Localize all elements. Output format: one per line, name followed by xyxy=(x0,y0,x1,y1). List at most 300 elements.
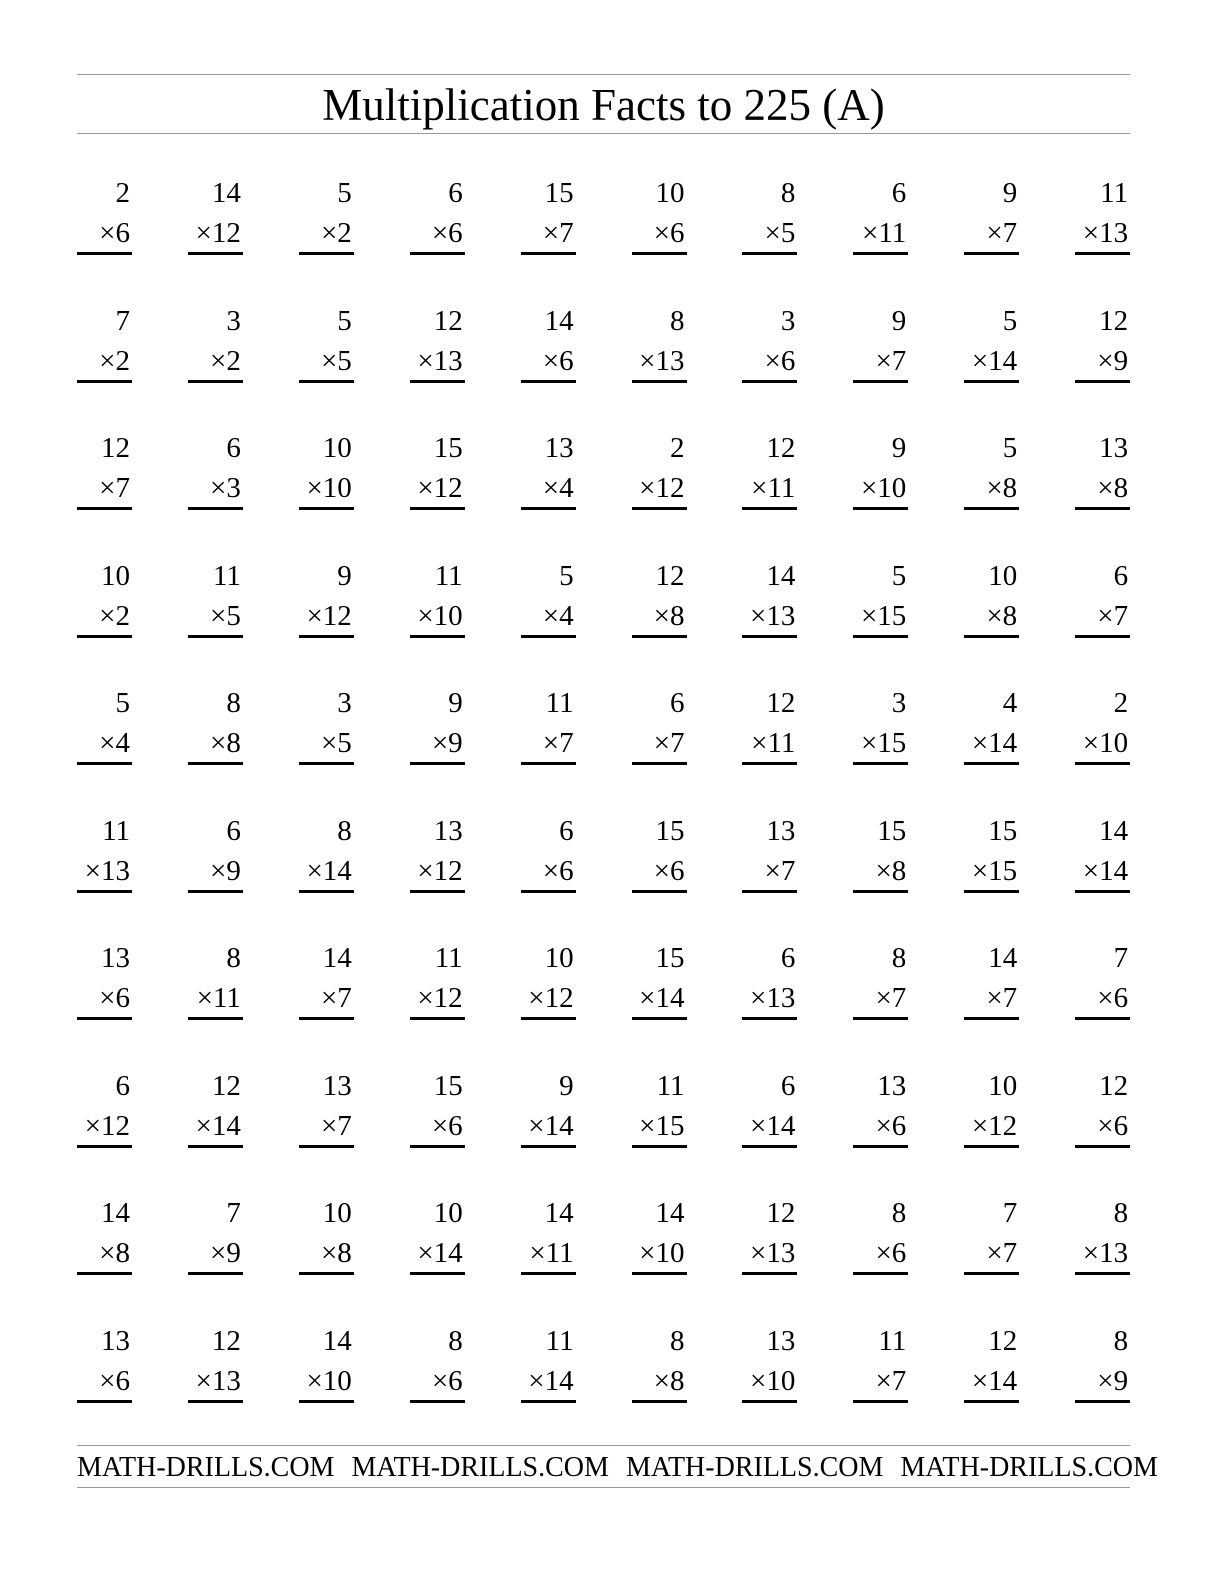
multiplier: ×4 xyxy=(99,727,130,759)
multiplication-problem xyxy=(853,938,908,1022)
answer-line xyxy=(964,635,1019,638)
multiplication-problem xyxy=(77,556,132,640)
multiplication-problem xyxy=(853,1193,908,1277)
multiplier: ×7 xyxy=(986,217,1018,249)
multiplier: ×7 xyxy=(320,982,352,1014)
multiplicand: 6 xyxy=(780,1069,796,1102)
multiplier: ×2 xyxy=(320,217,352,249)
multiplication-problem xyxy=(299,556,354,640)
answer-line xyxy=(410,507,465,510)
multiplication-problem xyxy=(1075,1321,1130,1405)
answer-line xyxy=(1075,762,1130,765)
multiplication-problem xyxy=(1075,938,1130,1022)
multiplier: ×12 xyxy=(417,854,463,887)
answer-line xyxy=(742,507,797,510)
answer-line xyxy=(77,1272,132,1275)
multiplier: ×6 xyxy=(99,982,130,1014)
answer-line xyxy=(77,252,132,255)
multiplicand: 9 xyxy=(337,559,352,592)
multiplier: ×2 xyxy=(210,344,241,377)
multiplicand: 12 xyxy=(655,559,685,592)
multiplier: ×8 xyxy=(653,599,685,632)
multiplication-problem xyxy=(632,173,687,257)
multiplication-problem xyxy=(188,1321,243,1405)
answer-line xyxy=(964,1400,1019,1403)
multiplier: ×2 xyxy=(99,599,130,632)
multiplicand: 9 xyxy=(891,432,907,464)
multiplicand: 14 xyxy=(322,942,352,974)
answer-line xyxy=(521,635,576,638)
answer-line xyxy=(742,762,797,765)
multiplicand: 10 xyxy=(544,942,574,974)
multiplier: ×6 xyxy=(1097,1109,1129,1142)
multiplicand: 6 xyxy=(115,1069,130,1102)
multiplicand: 15 xyxy=(433,432,463,464)
multiplicand: 12 xyxy=(1099,1069,1129,1102)
multiplication-problem xyxy=(299,428,354,512)
answer-line xyxy=(853,507,908,510)
multiplication-problem xyxy=(299,173,354,257)
multiplicand: 14 xyxy=(766,559,796,592)
multiplication-problem xyxy=(742,173,797,257)
answer-line xyxy=(299,890,354,893)
multiplicand: 11 xyxy=(1100,177,1129,209)
answer-line xyxy=(742,1272,797,1275)
answer-line xyxy=(521,380,576,383)
answer-line xyxy=(410,252,465,255)
problem-row xyxy=(77,938,1130,1028)
multiplier: ×6 xyxy=(431,1109,463,1142)
answer-line xyxy=(188,1272,243,1275)
multiplicand: 5 xyxy=(1002,304,1018,337)
answer-line xyxy=(299,380,354,383)
problem-row xyxy=(77,811,1130,901)
multiplicand: 6 xyxy=(226,432,241,464)
multiplication-problem xyxy=(77,1321,132,1405)
multiplicand: 9 xyxy=(559,1069,574,1102)
answer-line xyxy=(964,762,1019,765)
answer-line xyxy=(77,1017,132,1020)
problem-row xyxy=(77,173,1130,263)
multiplication-problem xyxy=(1075,811,1130,895)
answer-line xyxy=(632,635,687,638)
answer-line xyxy=(1075,507,1130,510)
answer-line xyxy=(853,635,908,638)
answer-line xyxy=(299,635,354,638)
multiplier: ×10 xyxy=(860,472,907,504)
answer-line xyxy=(853,252,908,255)
multiplier: ×7 xyxy=(653,727,685,759)
multiplication-problem xyxy=(299,683,354,767)
multiplication-problem xyxy=(964,301,1019,385)
multiplicand: 12 xyxy=(1099,304,1129,337)
multiplication-problem xyxy=(188,301,243,385)
multiplicand: 14 xyxy=(211,177,241,209)
multiplicand: 11 xyxy=(434,942,463,974)
answer-line xyxy=(299,252,354,255)
multiplier: ×7 xyxy=(875,344,907,377)
multiplier: ×6 xyxy=(653,217,685,249)
answer-line xyxy=(77,890,132,893)
multiplicand: 8 xyxy=(1113,1324,1129,1357)
multiplier: ×14 xyxy=(971,727,1018,759)
answer-line xyxy=(632,507,687,510)
multiplier: ×11 xyxy=(529,1237,574,1269)
multiplication-problem xyxy=(521,811,576,895)
multiplier: ×14 xyxy=(750,1109,796,1142)
multiplier: ×6 xyxy=(99,217,130,249)
multiplicand: 8 xyxy=(226,942,241,974)
multiplicand: 3 xyxy=(337,687,352,719)
multiplication-problem xyxy=(742,301,797,385)
multiplication-problem xyxy=(521,938,576,1022)
answer-line xyxy=(853,1272,908,1275)
multiplicand: 2 xyxy=(1113,687,1129,719)
answer-line xyxy=(964,380,1019,383)
answer-line xyxy=(632,1272,687,1275)
multiplier: ×10 xyxy=(750,1364,796,1397)
multiplicand: 6 xyxy=(891,177,907,209)
answer-line xyxy=(299,762,354,765)
multiplicand: 8 xyxy=(448,1324,463,1357)
multiplicand: 12 xyxy=(766,1197,796,1229)
multiplicand: 10 xyxy=(988,559,1018,592)
multiplication-problem xyxy=(632,1321,687,1405)
multiplicand: 8 xyxy=(1113,1197,1129,1229)
multiplier: ×14 xyxy=(1082,854,1129,887)
multiplication-problem xyxy=(964,1193,1019,1277)
multiplicand: 14 xyxy=(322,1324,352,1357)
multiplier: ×12 xyxy=(84,1109,130,1142)
multiplicand: 4 xyxy=(1002,687,1018,719)
page-title: Multiplication Facts to 225 (A) xyxy=(322,80,885,130)
footer-watermark-text: MATH-DRILLS.COM xyxy=(351,1452,609,1483)
multiplication-problem xyxy=(188,173,243,257)
multiplier: ×5 xyxy=(320,344,352,377)
answer-line xyxy=(188,890,243,893)
multiplicand: 12 xyxy=(766,687,796,719)
multiplication-problem xyxy=(1075,1066,1130,1150)
answer-line xyxy=(77,1400,132,1403)
multiplier: ×12 xyxy=(306,599,352,632)
multiplication-problem xyxy=(632,938,687,1022)
multiplier: ×14 xyxy=(971,344,1018,377)
multiplier: ×7 xyxy=(99,472,130,504)
multiplication-problem xyxy=(77,173,132,257)
answer-line xyxy=(742,1145,797,1148)
multiplication-problem xyxy=(853,173,908,257)
answer-line xyxy=(632,380,687,383)
multiplier: ×6 xyxy=(431,1364,463,1397)
answer-line xyxy=(521,1145,576,1148)
multiplier: ×4 xyxy=(542,472,574,504)
answer-line xyxy=(410,1017,465,1020)
multiplicand: 14 xyxy=(101,1197,130,1229)
answer-line xyxy=(299,507,354,510)
multiplicand: 8 xyxy=(670,1324,685,1357)
multiplicand: 15 xyxy=(544,177,574,209)
answer-line xyxy=(410,635,465,638)
multiplicand: 10 xyxy=(322,1197,352,1229)
multiplicand: 5 xyxy=(891,559,907,592)
multiplier: ×6 xyxy=(542,344,574,377)
answer-line xyxy=(1075,380,1130,383)
multiplicand: 12 xyxy=(433,304,463,337)
multiplicand: 7 xyxy=(1113,942,1129,974)
multiplicand: 10 xyxy=(655,177,685,209)
answer-line xyxy=(410,890,465,893)
answer-line xyxy=(964,1145,1019,1148)
multiplier: ×6 xyxy=(1097,982,1129,1014)
multiplicand: 10 xyxy=(101,559,130,592)
multiplicand: 14 xyxy=(544,1197,574,1229)
multiplication-problem xyxy=(964,556,1019,640)
answer-line xyxy=(188,1400,243,1403)
answer-line xyxy=(964,1272,1019,1275)
answer-line xyxy=(521,762,576,765)
multiplier: ×5 xyxy=(764,217,796,249)
multiplication-problem xyxy=(188,556,243,640)
multiplication-problem xyxy=(742,428,797,512)
multiplication-problem xyxy=(188,1066,243,1150)
multiplicand: 13 xyxy=(877,1069,907,1102)
answer-line xyxy=(632,1017,687,1020)
footer-top-rule xyxy=(77,1445,1130,1446)
multiplication-problem xyxy=(964,428,1019,512)
multiplier: ×13 xyxy=(1082,217,1129,249)
multiplier: ×10 xyxy=(1082,727,1129,759)
multiplicand: 13 xyxy=(766,1324,796,1357)
answer-line xyxy=(632,252,687,255)
multiplication-problem xyxy=(632,301,687,385)
multiplier: ×14 xyxy=(195,1109,241,1142)
answer-line xyxy=(521,252,576,255)
answer-line xyxy=(1075,1017,1130,1020)
multiplicand: 6 xyxy=(448,177,463,209)
multiplication-problem xyxy=(410,938,465,1022)
multiplier: ×8 xyxy=(986,599,1018,632)
answer-line xyxy=(77,1145,132,1148)
multiplication-problem xyxy=(1075,1193,1130,1277)
multiplier: ×8 xyxy=(653,1364,685,1397)
multiplicand: 14 xyxy=(655,1197,685,1229)
multiplication-problem xyxy=(77,1066,132,1150)
multiplier: ×6 xyxy=(653,854,685,887)
multiplication-problem xyxy=(632,811,687,895)
footer-watermark-text: MATH-DRILLS.COM xyxy=(77,1452,335,1483)
multiplier: ×11 xyxy=(751,472,796,504)
multiplier: ×5 xyxy=(320,727,352,759)
answer-line xyxy=(853,1400,908,1403)
multiplier: ×14 xyxy=(971,1364,1018,1397)
multiplicand: 11 xyxy=(434,559,463,592)
answer-line xyxy=(188,380,243,383)
multiplier: ×13 xyxy=(195,1364,241,1397)
multiplier: ×9 xyxy=(210,1237,241,1269)
multiplication-problem xyxy=(964,811,1019,895)
multiplication-problem xyxy=(410,556,465,640)
multiplier: ×10 xyxy=(306,472,352,504)
multiplier: ×12 xyxy=(971,1109,1018,1142)
multiplicand: 11 xyxy=(656,1069,685,1102)
multiplicand: 11 xyxy=(545,1324,574,1357)
multiplier: ×14 xyxy=(417,1237,463,1269)
answer-line xyxy=(1075,1272,1130,1275)
multiplication-problem xyxy=(521,556,576,640)
multiplicand: 8 xyxy=(337,814,352,847)
multiplier: ×7 xyxy=(542,217,574,249)
multiplicand: 11 xyxy=(545,687,574,719)
multiplication-problem xyxy=(521,428,576,512)
answer-line xyxy=(1075,890,1130,893)
answer-line xyxy=(410,380,465,383)
multiplier: ×4 xyxy=(542,599,574,632)
answer-line xyxy=(742,380,797,383)
answer-line xyxy=(632,890,687,893)
multiplication-problem xyxy=(521,683,576,767)
multiplicand: 3 xyxy=(226,304,241,337)
multiplier: ×13 xyxy=(750,982,796,1014)
multiplication-problem xyxy=(742,683,797,767)
multiplicand: 14 xyxy=(544,304,574,337)
multiplicand: 13 xyxy=(101,942,130,974)
multiplicand: 7 xyxy=(1002,1197,1018,1229)
multiplier: ×11 xyxy=(751,727,796,759)
multiplicand: 8 xyxy=(891,1197,907,1229)
multiplier: ×15 xyxy=(860,599,907,632)
multiplication-problem xyxy=(964,683,1019,767)
multiplicand: 13 xyxy=(322,1069,352,1102)
multiplication-problem xyxy=(742,938,797,1022)
multiplicand: 6 xyxy=(1113,559,1129,592)
multiplicand: 15 xyxy=(655,942,685,974)
answer-line xyxy=(1075,1145,1130,1148)
multiplication-problem xyxy=(853,1321,908,1405)
multiplicand: 6 xyxy=(670,687,685,719)
multiplier: ×9 xyxy=(1097,1364,1129,1397)
multiplier: ×8 xyxy=(875,854,907,887)
multiplication-problem xyxy=(521,1193,576,1277)
multiplier: ×12 xyxy=(639,472,685,504)
problem-row xyxy=(77,301,1130,391)
answer-line xyxy=(521,1272,576,1275)
multiplier: ×9 xyxy=(1097,344,1129,377)
answer-line xyxy=(853,1145,908,1148)
multiplier: ×6 xyxy=(875,1237,907,1269)
header-bottom-rule xyxy=(77,133,1130,134)
multiplicand: 11 xyxy=(878,1324,907,1357)
multiplier: ×8 xyxy=(320,1237,352,1269)
multiplier: ×8 xyxy=(210,727,241,759)
answer-line xyxy=(188,1145,243,1148)
multiplication-problem xyxy=(77,811,132,895)
multiplicand: 2 xyxy=(115,177,130,209)
answer-line xyxy=(188,252,243,255)
multiplication-problem xyxy=(964,938,1019,1022)
footer-watermark xyxy=(77,1449,1158,1487)
multiplier: ×15 xyxy=(971,854,1018,887)
multiplication-problem xyxy=(742,811,797,895)
multiplier: ×10 xyxy=(417,599,463,632)
multiplicand: 3 xyxy=(891,687,907,719)
multiplier: ×6 xyxy=(99,1364,130,1397)
answer-line xyxy=(299,1272,354,1275)
multiplicand: 3 xyxy=(780,304,796,337)
multiplicand: 13 xyxy=(544,432,574,464)
multiplication-problem xyxy=(77,683,132,767)
multiplier: ×5 xyxy=(210,599,241,632)
multiplier: ×9 xyxy=(210,854,241,887)
multiplication-problem xyxy=(188,1193,243,1277)
answer-line xyxy=(521,1017,576,1020)
multiplication-problem xyxy=(410,173,465,257)
problem-row xyxy=(77,1066,1130,1156)
multiplicand: 13 xyxy=(433,814,463,847)
answer-line xyxy=(1075,252,1130,255)
problem-row xyxy=(77,683,1130,773)
multiplication-problem xyxy=(1075,556,1130,640)
multiplicand: 14 xyxy=(988,942,1018,974)
multiplicand: 8 xyxy=(670,304,685,337)
multiplicand: 14 xyxy=(1099,814,1129,847)
answer-line xyxy=(632,1145,687,1148)
multiplication-problem xyxy=(77,938,132,1022)
multiplier: ×13 xyxy=(417,344,463,377)
answer-line xyxy=(853,380,908,383)
answer-line xyxy=(742,252,797,255)
multiplier: ×15 xyxy=(639,1109,685,1142)
multiplication-problem xyxy=(521,301,576,385)
multiplication-problem xyxy=(77,1193,132,1277)
multiplicand: 2 xyxy=(670,432,685,464)
footer-watermark-text: MATH-DRILLS.COM xyxy=(625,1452,884,1483)
multiplicand: 15 xyxy=(988,814,1018,847)
multiplier: ×11 xyxy=(196,982,241,1014)
answer-line xyxy=(853,890,908,893)
multiplication-problem xyxy=(853,683,908,767)
multiplication-problem xyxy=(188,811,243,895)
multiplication-problem xyxy=(632,683,687,767)
multiplier: ×8 xyxy=(99,1237,130,1269)
multiplier: ×12 xyxy=(417,982,463,1014)
answer-line xyxy=(632,762,687,765)
multiplication-problem xyxy=(410,1321,465,1405)
multiplier: ×7 xyxy=(986,1237,1018,1269)
problem-row xyxy=(77,556,1130,646)
multiplication-problem xyxy=(742,1193,797,1277)
multiplication-problem xyxy=(1075,428,1130,512)
answer-line xyxy=(299,1017,354,1020)
answer-line xyxy=(521,507,576,510)
answer-line xyxy=(410,1400,465,1403)
multiplier: ×14 xyxy=(528,1364,574,1397)
answer-line xyxy=(853,1017,908,1020)
multiplier: ×13 xyxy=(1082,1237,1129,1269)
multiplicand: 13 xyxy=(1099,432,1129,464)
multiplication-problem xyxy=(188,683,243,767)
multiplier: ×8 xyxy=(986,472,1018,504)
multiplication-problem xyxy=(410,683,465,767)
multiplicand: 10 xyxy=(433,1197,463,1229)
multiplicand: 6 xyxy=(226,814,241,847)
multiplicand: 6 xyxy=(780,942,796,974)
multiplication-problem xyxy=(299,938,354,1022)
answer-line xyxy=(853,762,908,765)
answer-line xyxy=(742,1017,797,1020)
multiplicand: 10 xyxy=(322,432,352,464)
multiplication-problem xyxy=(632,1066,687,1150)
multiplicand: 5 xyxy=(337,177,352,209)
